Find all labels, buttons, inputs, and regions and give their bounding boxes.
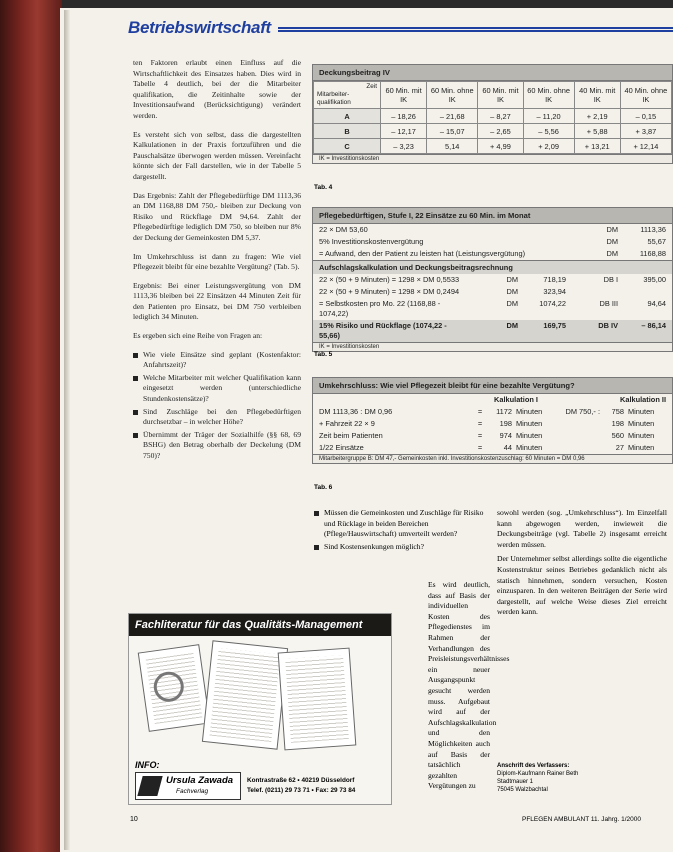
table-row [313, 248, 672, 260]
table-footnote: Mitarbeitergruppe B: DM 47,- Gemeinkosten inkl. Investitionskostenzuschlag: 60 Minuten = DM 0,96 [312, 455, 673, 464]
paragraph: Im Umkehrschluss ist dann zu fragen: Wie viel Pflegezeit bleibt für eine bezahlte Vergütung? (Tab. 5). [133, 251, 301, 272]
table-row [313, 286, 672, 298]
table-cell: – 11,20 [523, 109, 574, 124]
publisher-logo [135, 772, 241, 800]
list-item: Sind Kostensenkungen möglich? [314, 542, 484, 553]
db-value: 395,00 [643, 275, 666, 284]
row-value: 974 [499, 431, 512, 440]
table-row: + Fahrzeit 22 × 9 = 198 Minuten 198 Minuten [319, 419, 655, 428]
book-spine [0, 0, 62, 852]
table-caption: Tab. 6 [314, 484, 333, 491]
paragraph: ten Faktoren erlaubt einen Einfluss auf die Wirtschaftlichkeit des Einsatzes haben. Dies wird in Tabelle 4 deutlich, bei der die Mitarbeiter qualifikation, die Zeitinhalte sowie der Investitionsaufwand (Berücksichtigung) verändert werden. [133, 58, 301, 120]
journal-footer: PFLEGEN AMBULANT 11. Jahrg. 1/2000 [522, 816, 641, 823]
row-desc: 22 × (50 + 9 Minuten) = 1298 × DM 0,2494 [319, 287, 460, 296]
row-value: 44 [503, 443, 512, 452]
table-cell: + 5,88 [574, 124, 620, 139]
row-desc: Zeit beim Patienten [319, 431, 383, 440]
advertisement[interactable] [128, 613, 392, 805]
table-cell: – 2,65 [478, 124, 523, 139]
middle-text-column [314, 508, 484, 554]
column-header: 40 Min. ohne IK [620, 82, 671, 109]
row-value: 758 [611, 407, 624, 416]
row-value: 718,19 [543, 275, 566, 284]
table-caption: Tab. 5 [314, 351, 333, 358]
corner-header: Mitarbeiter- qualifikation [317, 91, 351, 106]
publisher-subtitle: Fachverlag [176, 788, 209, 795]
table-cell: – 18,26 [381, 109, 427, 124]
row-desc: 22 × DM 53,60 [319, 225, 368, 234]
row-value: 1074,22 [539, 299, 566, 308]
list-item: Welche Mitarbeiter mit welcher Qualifikation kann eingesetzt werden (unterschiedliche Stundenkostensätze)? [133, 373, 301, 405]
table-row [313, 274, 672, 286]
table-cell: – 12,17 [381, 124, 427, 139]
list-item: Übernimmt der Träger der Sozialhilfe (§§ 68, 69 BSHG) den Betrag oberhalb der Deckelung (DM 750)? [133, 430, 301, 462]
row-value: 1113,36 [640, 225, 666, 234]
table-cell: – 5,56 [523, 124, 574, 139]
paragraph: Es versteht sich von selbst, dass die dargestellten Kalkulationen in der Praxis fortzuführen und die Pauschalsätze überwogen werden müssen. Vereinfacht könnte sich der Fall darstellen, wie in der Tabelle 5 dargestellt. [133, 129, 301, 181]
table-header-row [313, 394, 672, 406]
currency: DM [506, 275, 518, 284]
table-4 [312, 64, 673, 164]
header-rule [278, 27, 673, 33]
paragraph: sowohl werden (sog. „Umkehrschluss“). Im Einzelfall kann abgewogen werden, inwieweit die Deckungsbeiträge (vgl. Tabelle 2) insgesamt erreicht werden müssen. [497, 508, 667, 549]
paragraph: Ergebnis: Bei einer Leistungsvergütung von DM 1113,36 bleiben bei 22 Einsätzen 44 Minuten Zeit für den Patienten pro Einsatz, bei DM 750 verbleiben lediglich 34 Minuten. [133, 280, 301, 322]
db-value: 94,64 [647, 299, 666, 308]
table-cell: – 0,15 [620, 109, 671, 124]
row-value: 169,75 [543, 321, 566, 330]
row-value: 27 [615, 443, 624, 452]
row-header: B [314, 124, 381, 139]
table-row [313, 298, 672, 320]
paragraph: Es ergeben sich eine Reihe von Fragen an: [133, 331, 263, 341]
row-desc: 15% Risiko und Rückflage (1074,22 - 55,66) [319, 321, 447, 340]
currency: DM [606, 237, 618, 246]
row-value: 1172 [496, 407, 512, 416]
currency: DM [506, 299, 518, 308]
table-row [314, 139, 672, 154]
row-value: 55,67 [647, 237, 666, 246]
currency: DM [506, 321, 518, 330]
row-desc: + Fahrzeit 22 × 9 [319, 419, 375, 428]
table-cell: + 4,99 [478, 139, 523, 154]
column-header: 40 Min. mit IK [574, 82, 620, 109]
table-row [313, 236, 672, 248]
table-caption: Tab. 4 [314, 184, 333, 191]
db-label: DB III [599, 299, 618, 308]
row-header: C [314, 139, 381, 154]
currency: DM [506, 287, 518, 296]
row-value: 560 [611, 431, 624, 440]
table-row: 1/22 Einsätze = 44 Minuten 27 Minuten [319, 443, 655, 452]
publisher-mark-icon [137, 776, 162, 796]
row-desc: 5% Investitionskostenvergütung [319, 237, 424, 246]
row-desc: 22 × (50 + 9 Minuten) = 1298 × DM 0,5533 [319, 275, 460, 284]
table-cell: – 15,07 [427, 124, 478, 139]
row-desc: = Selbstkosten pro Mo. 22 (1168,88 - 1074,22) [319, 299, 441, 318]
book-cover-2 [202, 640, 288, 749]
table-title: Pflegebedürftigen, Stufe I, 22 Einsätze zu 60 Min. im Monat [312, 207, 673, 224]
db-label: DB IV [598, 321, 618, 330]
question-list [133, 350, 301, 462]
table-row [313, 224, 672, 236]
paragraph: Der Unternehmer selbst allerdings sollte die eigentliche Kostenstruktur seines Betriebes gedanklich nicht als statisch hinnehmen, sondern versuchen, Kosten einzusparen. In den weiteren Beiträgen der Serie wird dargestellt, auf welche Weise dieses Ziel erreicht werden kann. [497, 554, 667, 617]
currency: DM [606, 225, 618, 234]
table-cell: + 3,87 [620, 124, 671, 139]
row-value: 198 [499, 419, 512, 428]
deckungsbeitrag-grid [313, 81, 672, 154]
publisher-address: Kontrastraße 62 • 40219 Düsseldorf Telef. (0211) 29 73 71 • Fax: 29 73 84 [247, 777, 356, 794]
row-desc: 1/22 Einsätze [319, 443, 364, 452]
table-row [314, 82, 672, 109]
book-cover-3 [278, 648, 357, 751]
currency: DM [606, 249, 618, 258]
table-cell: + 2,09 [523, 139, 574, 154]
list-item: Müssen die Gemeinkosten und Zuschläge für Risiko und Rücklage in beiden Bereichen (Pflege/Hauswirtschaft) umverteilt werden? [314, 508, 484, 540]
column-header: 60 Min. mit IK [381, 82, 427, 109]
page-number: 10 [130, 816, 138, 823]
table-footnote: IK = Investitionskosten [312, 343, 673, 352]
corner-extra: Zeit [366, 83, 377, 90]
column-header: 60 Min. ohne IK [427, 82, 478, 109]
column-header: Kalkulation II [620, 395, 666, 404]
info-label: INFO: [135, 760, 160, 770]
row-value: 1168,88 [639, 249, 666, 258]
column-header: 60 Min. ohne IK [523, 82, 574, 109]
table-cell: – 8,27 [478, 109, 523, 124]
column-header: 60 Min. mit IK [478, 82, 523, 109]
row-value: 323,94 [543, 287, 566, 296]
table-cell: + 2,19 [574, 109, 620, 124]
db-value: – 86,14 [641, 321, 666, 330]
table-title: Umkehrschluss: Wie viel Pflegezeit bleibt für eine bezahlte Vergütung? [312, 377, 673, 394]
table-cell: – 21,68 [427, 109, 478, 124]
table-5 [312, 207, 673, 352]
publisher-name: Ursula Zawada [166, 775, 234, 786]
db-label: DB I [603, 275, 618, 284]
narrow-text-column: Es wird deutlich, dass auf Basis der individuellen Kosten des Pflegedienstes im Rahmen der Verhandlungen des Preisleistungsverhältnisses ein neuer Ausgangspunkt gesucht werden muss. Aufgebaut wird auf der Aufschlagskalkulation und den Möglichkeiten auch auf Basis der tatsächlich gezahlten Vergütungen zu [428, 580, 510, 791]
page-gutter [64, 10, 70, 850]
table-6 [312, 377, 673, 464]
table-cell: – 3,23 [381, 139, 427, 154]
table-row [313, 320, 672, 342]
db-value [618, 287, 666, 297]
table-row [314, 124, 672, 139]
table-footnote: IK = Investitionskosten [312, 155, 673, 164]
section-title: Betriebswirtschaft [128, 18, 271, 37]
author-address: Anschrift des Verfassers: Diplom-Kaufmann Rainer Beth Stadtmauer 1 75045 Walzbachtal [497, 763, 579, 793]
db-label [566, 287, 618, 297]
table-title: Deckungsbeitrag IV [312, 64, 673, 81]
column-header: Kalkulation I [494, 395, 538, 404]
list-item: Sind Zuschläge bei den Pflegebedürftigen durchsetzbar – in welcher Höhe? [133, 407, 301, 428]
left-text-column [133, 58, 301, 464]
table-row [314, 109, 672, 124]
list-item: Wie viele Einsätze sind geplant (Kostenfaktor: Anfahrtszeit)? [133, 350, 301, 371]
row-header: A [314, 109, 381, 124]
table-cell: 5,14 [427, 139, 478, 154]
table-subtitle: Aufschlagskalkulation und Deckungsbeitragsrechnung [312, 261, 673, 274]
book-cover-1 [138, 644, 211, 732]
row-desc: = Aufwand, den der Patient zu leisten hat (Leistungsvergütung) [319, 249, 526, 258]
table-cell: + 13,21 [574, 139, 620, 154]
row-desc: DM 1113,36 : DM 0,96 [319, 407, 393, 416]
table-row: Zeit beim Patienten = 974 Minuten 560 Minuten [319, 431, 655, 440]
table-row: DM 1113,36 : DM 0,96 = 1172 Minuten DM 750,- : 758 Minuten [319, 407, 655, 416]
table-cell: + 12,14 [620, 139, 671, 154]
row-value: 198 [611, 419, 624, 428]
paragraph: Das Ergebnis: Zahlt der Pflegebedürftige DM 1113,36 an DM 1168,88 DM 750,- bleiben zur Deckung von Risiko und Rückflage DM 94,64. Zahlt der Pflegebedürftige lediglich DM 750, so bleiben nur 8% der Deckung der Gemeinkosten DM 5,37. [133, 190, 301, 242]
ad-banner: Fachliteratur für das Qualitäts-Management [129, 614, 391, 636]
right-text-column [497, 508, 667, 622]
